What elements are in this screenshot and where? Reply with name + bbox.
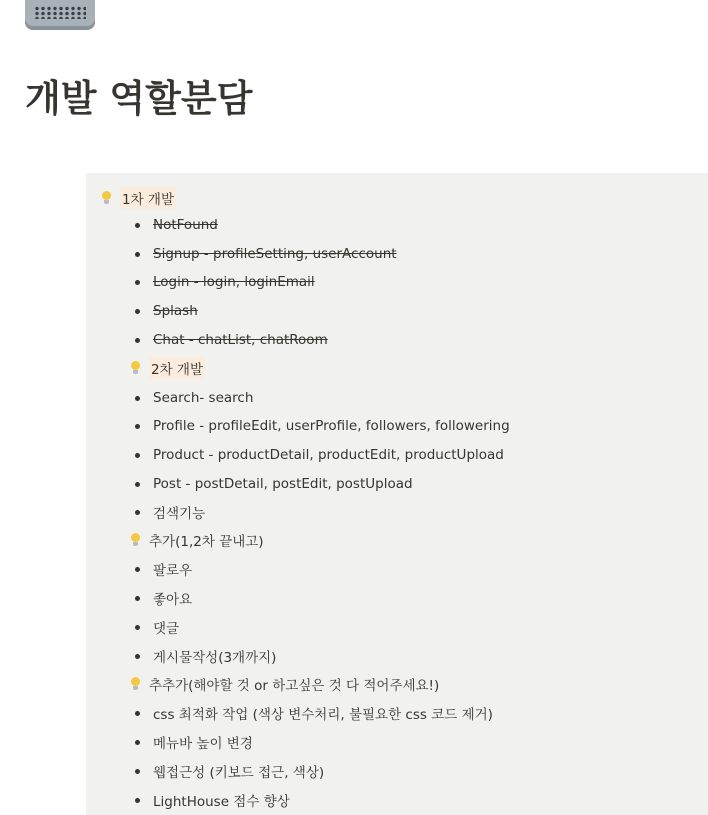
list-item-text: Post - postDetail, postEdit, postUpload bbox=[153, 476, 413, 492]
list-item[interactable] bbox=[135, 614, 179, 640]
section-title: 2차 개발 bbox=[149, 357, 205, 379]
lightbulb-icon bbox=[131, 361, 140, 375]
list-item[interactable] bbox=[135, 758, 324, 784]
lightbulb-icon bbox=[102, 191, 111, 205]
bullet bbox=[135, 280, 140, 285]
bullet bbox=[135, 453, 140, 458]
lightbulb-icon bbox=[131, 677, 140, 691]
list-item-text: 댓글 bbox=[153, 621, 180, 637]
list-item-text: Splash bbox=[153, 303, 198, 319]
list-item-text: 검색기능 bbox=[153, 506, 206, 522]
list-item-text: Product - productDetail, productEdit, productUpload bbox=[153, 447, 504, 463]
bullet bbox=[135, 396, 140, 401]
list-item[interactable] bbox=[135, 442, 504, 468]
bullet bbox=[135, 510, 140, 515]
list-item-text: 메뉴바 높이 변경 bbox=[153, 736, 253, 752]
list-item[interactable] bbox=[135, 298, 198, 324]
list-item[interactable] bbox=[135, 556, 192, 582]
lightbulb-icon bbox=[131, 533, 140, 547]
bullet bbox=[135, 654, 140, 659]
list-item-text: 팔로우 bbox=[153, 563, 193, 579]
list-item-text: 웹접근성 (키보드 접근, 색상) bbox=[153, 765, 325, 781]
bullet bbox=[135, 309, 140, 314]
list-item-text: Login - login, loginEmail bbox=[153, 274, 315, 290]
list-item[interactable] bbox=[135, 787, 290, 813]
bullet bbox=[135, 252, 140, 257]
page-title[interactable]: 개발 역할분담 bbox=[25, 77, 253, 120]
list-item[interactable] bbox=[135, 241, 397, 267]
bullet bbox=[135, 424, 140, 429]
bullet bbox=[135, 740, 140, 745]
list-item[interactable] bbox=[135, 585, 192, 611]
list-item[interactable] bbox=[135, 729, 253, 755]
list-item-text: LightHouse 점수 향상 bbox=[153, 794, 290, 810]
list-item-text: 좋아요 bbox=[153, 592, 193, 608]
bullet bbox=[135, 338, 140, 343]
list-item-text: Search- search bbox=[153, 390, 254, 406]
section-heading-1[interactable] bbox=[102, 186, 176, 210]
bullet bbox=[135, 625, 140, 630]
list-item[interactable] bbox=[135, 385, 253, 411]
bullet bbox=[135, 711, 140, 716]
list-item-text: css 최적화 작업 (색상 변수처리, 불필요한 css 코드 제거) bbox=[153, 707, 493, 723]
list-item-text: Profile - profileEdit, userProfile, followers, followering bbox=[153, 418, 510, 434]
bullet bbox=[135, 769, 140, 774]
bullet bbox=[135, 798, 140, 803]
section-heading-4[interactable] bbox=[131, 672, 439, 696]
bullet bbox=[135, 223, 140, 228]
list-item[interactable] bbox=[135, 499, 205, 525]
list-item[interactable] bbox=[135, 327, 328, 353]
section-title: 1차 개발 bbox=[120, 187, 176, 209]
section-title: 추추가(해야할 것 or 하고싶은 것 다 적어주세요!) bbox=[149, 678, 440, 694]
callout-block[interactable] bbox=[86, 173, 708, 815]
keyboard-icon[interactable] bbox=[25, 0, 95, 30]
list-item-text: 게시물작성(3개까지) bbox=[153, 650, 277, 666]
list-item[interactable] bbox=[135, 269, 315, 295]
section-title: 추가(1,2차 끝내고) bbox=[149, 534, 264, 550]
list-item[interactable] bbox=[135, 700, 493, 726]
section-heading-3[interactable] bbox=[131, 528, 264, 552]
list-item[interactable] bbox=[135, 471, 413, 497]
list-item[interactable] bbox=[135, 643, 276, 669]
list-item[interactable] bbox=[135, 212, 218, 238]
section-heading-2[interactable] bbox=[131, 356, 205, 380]
list-item-text: Signup - profileSetting, userAccount bbox=[153, 246, 397, 262]
bullet bbox=[135, 567, 140, 572]
list-item[interactable] bbox=[135, 413, 510, 439]
list-item-text: Chat - chatList, chatRoom bbox=[153, 332, 328, 348]
bullet bbox=[135, 482, 140, 487]
list-item-text: NotFound bbox=[153, 217, 218, 233]
bullet bbox=[135, 596, 140, 601]
